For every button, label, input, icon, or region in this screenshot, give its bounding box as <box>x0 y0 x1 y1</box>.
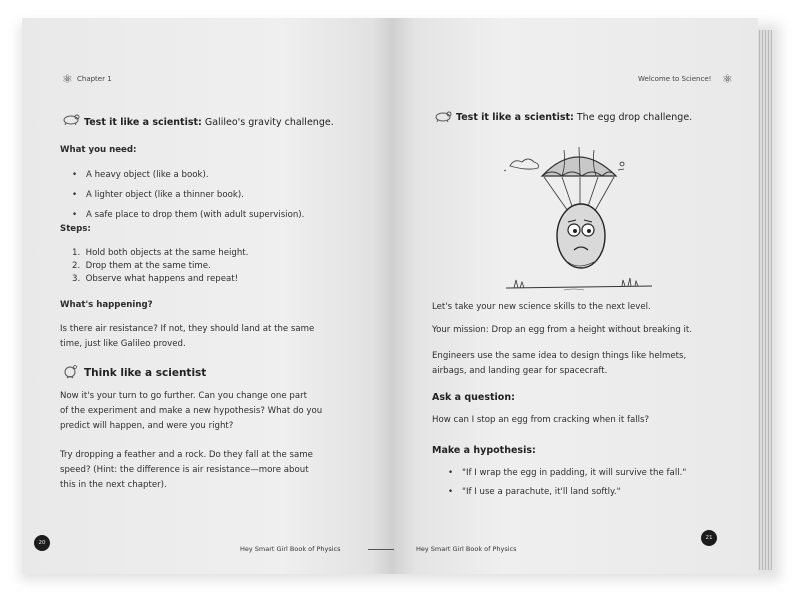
footer-right: Hey Smart Girl Book of Physics <box>416 545 517 553</box>
need-heading: What you need: <box>60 145 137 155</box>
bookmark-ribbon <box>368 549 394 550</box>
engineers-text: Engineers use the same idea to design things like helmets, airbags, and landing gear for spacecraft. <box>432 351 687 376</box>
egg-parachute-illustration <box>504 140 654 300</box>
step-item: 1. Hold both objects at the same height. <box>72 248 249 258</box>
left-page <box>22 18 394 574</box>
activity-title-rest: Galileo's gravity challenge. <box>201 117 334 128</box>
right-page <box>394 18 758 574</box>
atom-icon: ⚛ <box>722 72 733 86</box>
hypothesis-list <box>448 466 686 500</box>
page-number-right: 21 <box>701 530 717 546</box>
intro-line-2: Your mission: Drop an egg from a height without breaking it. <box>432 325 693 335</box>
atom-icon: ⚛ <box>62 72 73 86</box>
question-text: How can I stop an egg from cracking when it falls? <box>432 415 650 425</box>
step-item: 3. Observe what happens and repeat! <box>72 274 239 284</box>
hypothesis-heading: Make a hypothesis: <box>432 445 536 456</box>
steps-list <box>72 247 248 286</box>
list-item: • A lighter object (like a thinner book). <box>72 190 244 200</box>
activity-title-right <box>456 112 692 123</box>
running-head-left: Chapter 1 <box>77 75 112 83</box>
activity-title-prefix: Test it like a scientist: <box>456 112 574 123</box>
list-item: • A heavy object (like a book). <box>72 170 209 180</box>
activity-title-prefix: Test it like a scientist: <box>84 117 202 128</box>
think-paragraph-2: Try dropping a feather and a rock. Do they fall at the same speed? (Hint: the difference is air resistance—more about this in the next chapter). <box>60 450 313 490</box>
list-item: • "If I wrap the egg in padding, it will survive the fall." <box>448 468 687 478</box>
need-list <box>72 168 304 223</box>
steps-heading: Steps: <box>60 224 91 234</box>
running-head-right: Welcome to Science! <box>638 75 712 83</box>
happening-heading: What's happening? <box>60 300 153 310</box>
footer-left: Hey Smart Girl Book of Physics <box>240 545 341 553</box>
happening-text: Is there air resistance? If not, they should land at the same time, just like Galileo proved. <box>60 324 315 349</box>
doodle-icon <box>434 110 452 122</box>
activity-title-rest: The egg drop challenge. <box>573 112 693 123</box>
doodle-icon <box>62 113 80 125</box>
intro-line-1: Let's take your new science skills to the next level. <box>432 302 651 312</box>
list-item: • A safe place to drop them (with adult supervision). <box>72 210 305 220</box>
thinking-doodle-icon <box>62 364 78 380</box>
step-item: 2. Drop them at the same time. <box>72 261 211 271</box>
think-paragraph-1: Now it's your turn to go further. Can you change one part of the experiment and make a new hypothesis? What do you predict will happen, and were you right? <box>60 391 323 431</box>
page-edges <box>756 30 772 570</box>
activity-title-left <box>84 117 334 128</box>
question-heading: Ask a question: <box>432 392 515 403</box>
think-heading: Think like a scientist <box>84 367 207 379</box>
page-number-left: 20 <box>34 535 50 551</box>
list-item: • "If I use a parachute, it'll land softly." <box>448 487 621 497</box>
